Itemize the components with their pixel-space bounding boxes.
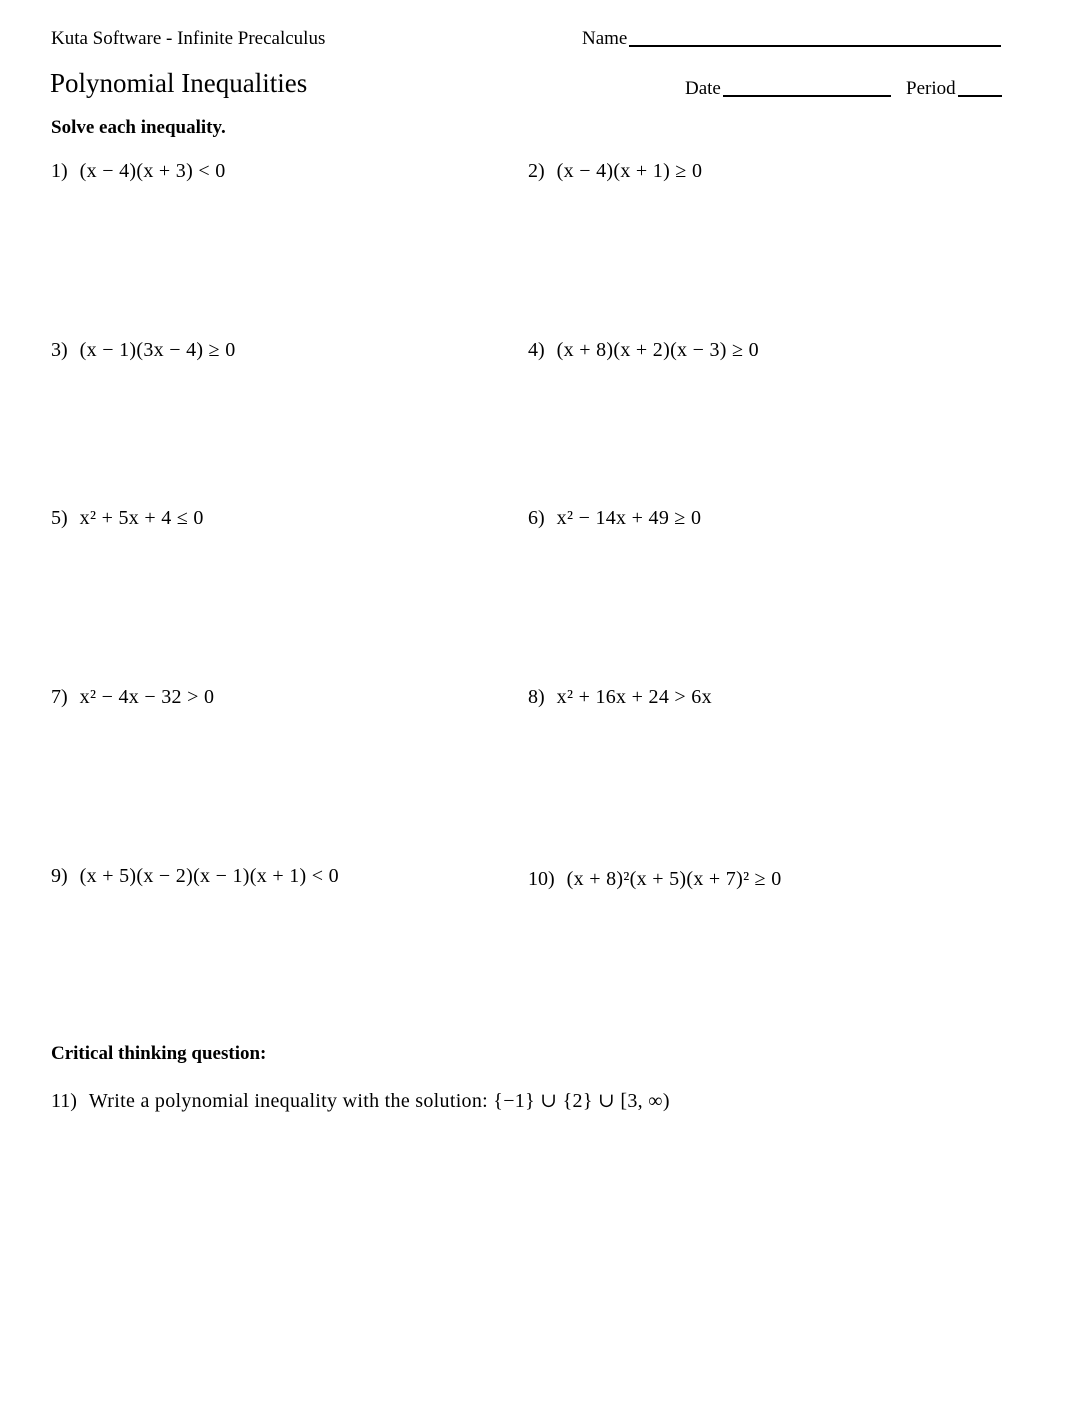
problem-expression: x² − 4x − 32 > 0 [79, 686, 215, 708]
problem-expression: (x + 8)²(x + 5)(x + 7)² ≥ 0 [566, 868, 782, 890]
problem-3 [51, 339, 236, 362]
date-label: Date [685, 78, 721, 99]
problem-text: Write a polynomial inequality with the solution: {−1} ∪ {2} ∪ [3, ∞) [88, 1090, 670, 1112]
problem-expression: (x − 4)(x + 3) < 0 [79, 160, 226, 182]
instructions: Solve each inequality. [51, 117, 226, 138]
problem-number: 5) [51, 507, 68, 529]
problem-expression: (x + 5)(x − 2)(x − 1)(x + 1) < 0 [79, 865, 339, 887]
problem-expression: x² + 16x + 24 > 6x [556, 686, 712, 708]
name-label: Name [582, 28, 628, 49]
period-field[interactable] [906, 78, 1002, 100]
problem-number: 8) [528, 686, 545, 708]
problem-number: 10) [528, 868, 555, 890]
problem-number: 1) [51, 160, 68, 182]
date-field[interactable] [685, 78, 891, 100]
problem-number: 4) [528, 339, 545, 361]
problem-6 [528, 507, 701, 530]
problem-7 [51, 686, 214, 709]
problem-number: 6) [528, 507, 545, 529]
period-label: Period [906, 78, 956, 99]
problem-expression: (x − 4)(x + 1) ≥ 0 [556, 160, 703, 182]
problem-9 [51, 865, 339, 888]
problem-5 [51, 507, 204, 530]
problem-number: 2) [528, 160, 545, 182]
problem-11 [51, 1088, 670, 1113]
name-field[interactable] [582, 28, 1001, 50]
name-blank-line [629, 44, 1001, 47]
problem-10 [528, 868, 782, 891]
problem-expression: (x − 1)(3x − 4) ≥ 0 [79, 339, 236, 361]
problem-2 [528, 160, 702, 183]
worksheet-source: Kuta Software - Infinite Precalculus [51, 28, 326, 49]
problem-expression: x² − 14x + 49 ≥ 0 [556, 507, 702, 529]
problem-expression: (x + 8)(x + 2)(x − 3) ≥ 0 [556, 339, 759, 361]
critical-thinking-heading: Critical thinking question: [51, 1043, 267, 1064]
problem-number: 11) [51, 1090, 77, 1112]
problem-number: 3) [51, 339, 68, 361]
problem-4 [528, 339, 759, 362]
problem-1 [51, 160, 226, 183]
problem-expression: x² + 5x + 4 ≤ 0 [79, 507, 204, 529]
date-blank-line [723, 94, 891, 97]
problem-number: 9) [51, 865, 68, 887]
worksheet-title: Polynomial Inequalities [50, 68, 308, 98]
problem-number: 7) [51, 686, 68, 708]
problem-8 [528, 686, 712, 709]
period-blank-line [958, 94, 1002, 97]
